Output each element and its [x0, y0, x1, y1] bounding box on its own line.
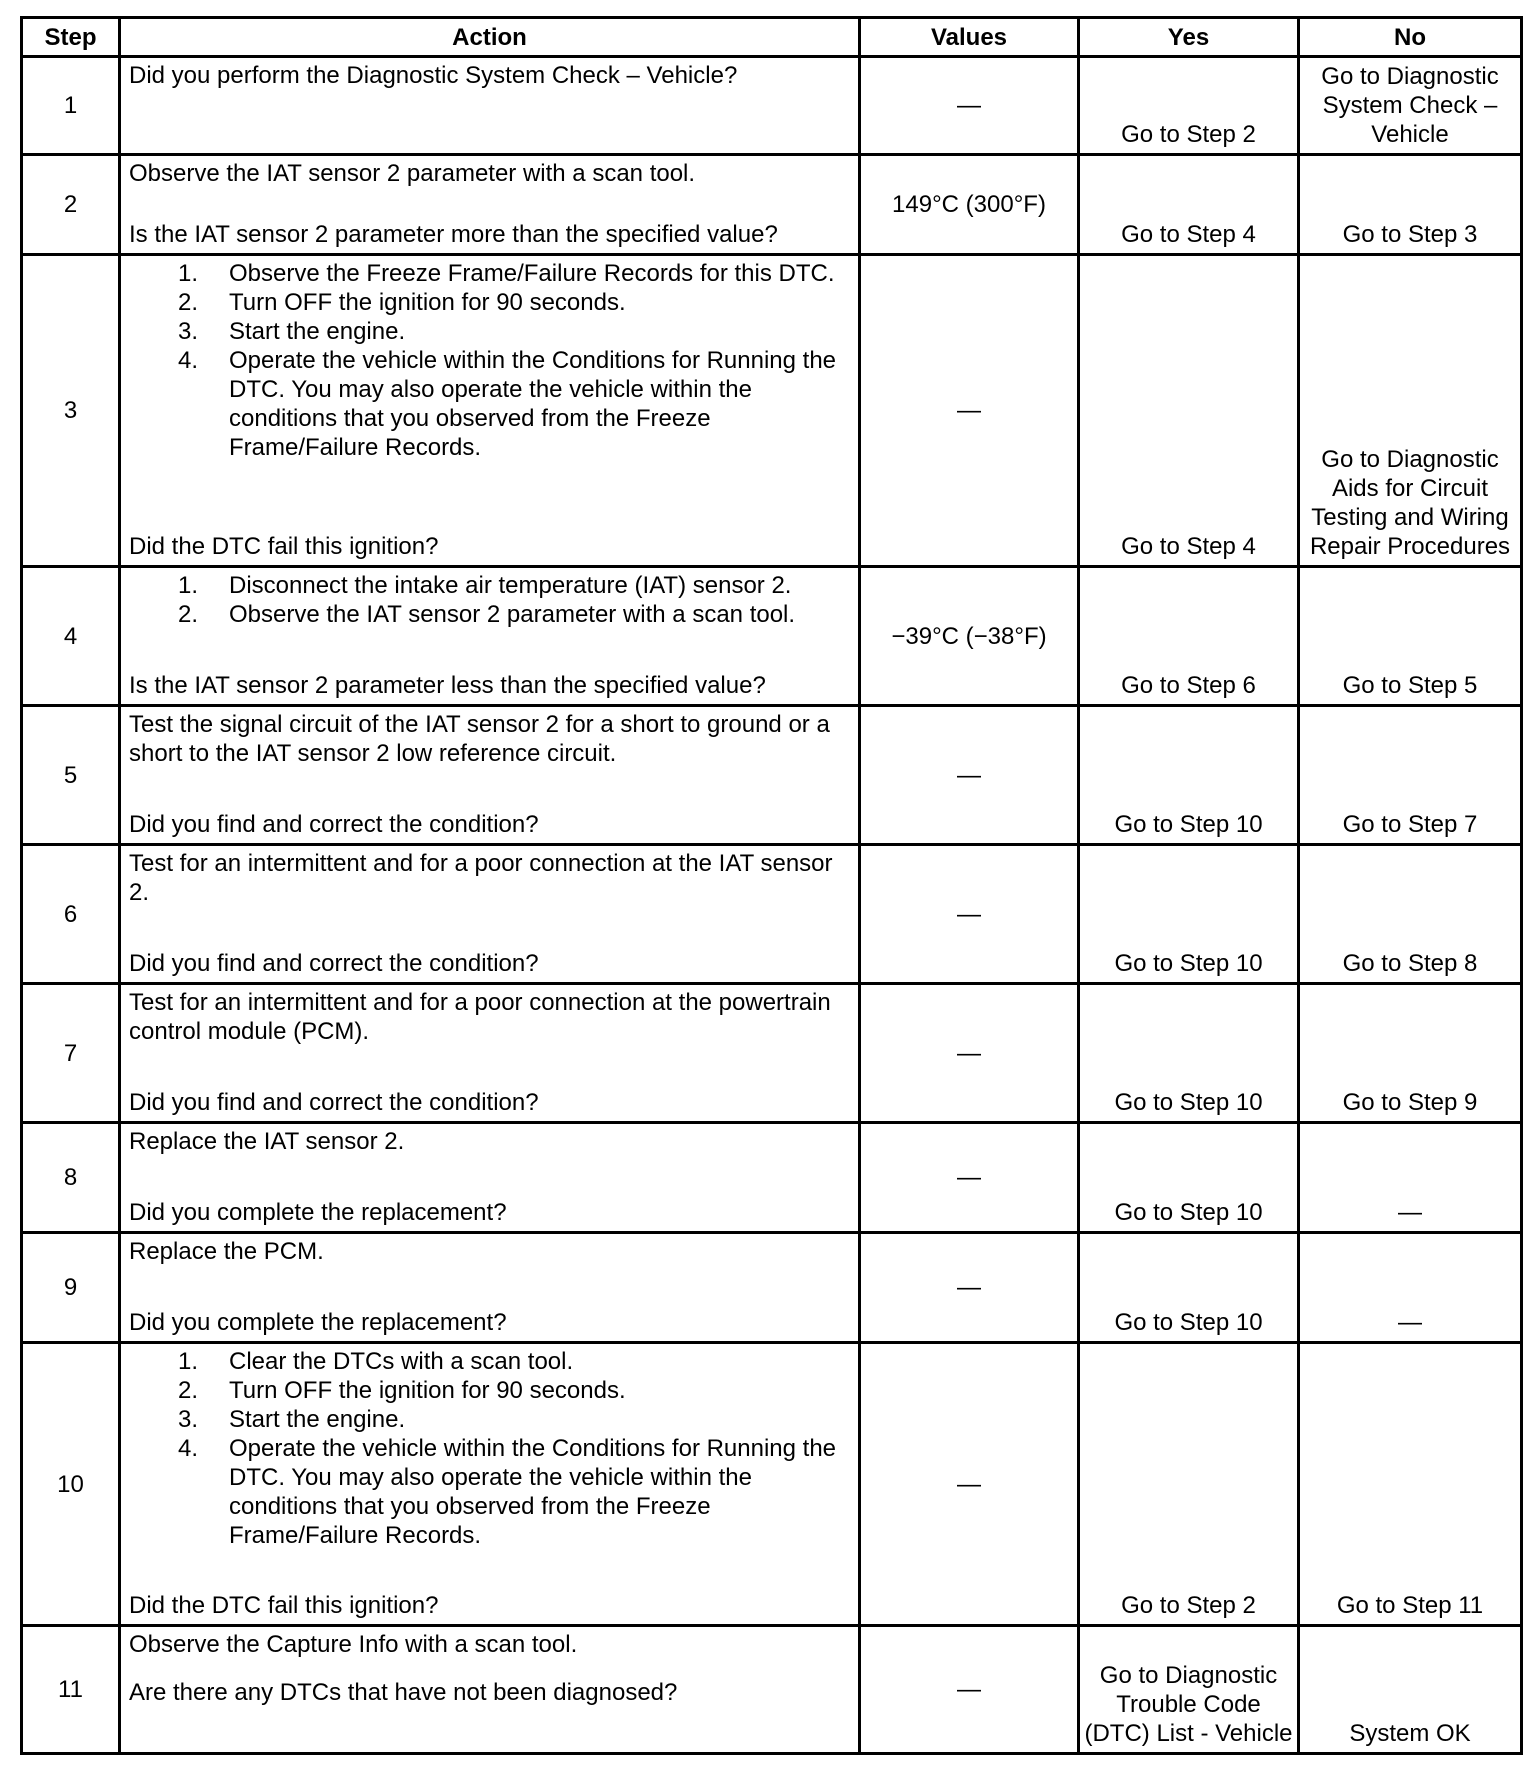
step-number: 4	[22, 567, 120, 706]
yes-cell: Go to Step 2	[1079, 57, 1299, 155]
table-row-step-4	[22, 567, 1522, 706]
list-item: Observe the Freeze Frame/Failure Records for this DTC.	[229, 260, 835, 287]
list-item: Operate the vehicle within the Conditions for Running the DTC. You may also operate the vehicle within the conditions that you observed from the Freeze Frame/Failure Records.	[229, 347, 837, 461]
yes-cell: Go to Diagnostic Trouble Code (DTC) List - Vehicle	[1079, 1626, 1299, 1754]
no-cell: Go to Step 8	[1299, 845, 1522, 984]
value-cell: —	[860, 1626, 1079, 1754]
yes-cell: Go to Step 10	[1079, 1233, 1299, 1343]
header-values: Values	[860, 18, 1079, 57]
step-number: 3	[22, 255, 120, 567]
table-row-step-11	[22, 1626, 1522, 1754]
header-step: Step	[22, 18, 120, 57]
value-cell: —	[860, 1233, 1079, 1343]
no-cell: Go to Diagnostic Aids for Circuit Testing and Wiring Repair Procedures	[1299, 255, 1522, 567]
action-steps-list	[129, 259, 850, 462]
table-row-step-8	[22, 1123, 1522, 1233]
list-item: Clear the DTCs with a scan tool.	[229, 1348, 574, 1375]
no-cell: System OK	[1299, 1626, 1522, 1754]
action-question: Are there any DTCs that have not been diagnosed?	[129, 1679, 678, 1706]
value-cell: —	[860, 255, 1079, 567]
action-text: Did you perform the Diagnostic System Check – Vehicle?	[129, 62, 738, 89]
action-cell	[120, 57, 860, 155]
action-cell	[120, 255, 860, 567]
table-row-step-5	[22, 706, 1522, 845]
header-row	[22, 18, 1522, 57]
step-number: 11	[22, 1626, 120, 1754]
step-number: 2	[22, 155, 120, 255]
step-number: 9	[22, 1233, 120, 1343]
no-cell: —	[1299, 1123, 1522, 1233]
table-row-step-1	[22, 57, 1522, 155]
action-question: Did you complete the replacement?	[129, 1309, 507, 1336]
action-cell	[120, 1343, 860, 1626]
no-cell: Go to Step 11	[1299, 1343, 1522, 1626]
no-cell: Go to Diagnostic System Check – Vehicle	[1299, 57, 1522, 155]
list-item: Disconnect the intake air temperature (IAT) sensor 2.	[229, 572, 792, 599]
action-text: Replace the IAT sensor 2.	[129, 1128, 405, 1155]
header-yes: Yes	[1079, 18, 1299, 57]
action-text: Test for an intermittent and for a poor connection at the IAT sensor 2.	[129, 850, 833, 906]
table-row-step-9	[22, 1233, 1522, 1343]
header-action: Action	[120, 18, 860, 57]
value-cell: —	[860, 1123, 1079, 1233]
step-number: 6	[22, 845, 120, 984]
action-cell	[120, 984, 860, 1123]
yes-cell: Go to Step 4	[1079, 155, 1299, 255]
no-cell: Go to Step 9	[1299, 984, 1522, 1123]
action-text: Test for an intermittent and for a poor connection at the powertrain control module (PCM).	[129, 989, 831, 1045]
action-steps-list	[129, 571, 850, 629]
yes-cell: Go to Step 10	[1079, 706, 1299, 845]
action-question: Is the IAT sensor 2 parameter less than the specified value?	[129, 672, 766, 699]
step-number: 5	[22, 706, 120, 845]
action-question: Did you find and correct the condition?	[129, 811, 539, 838]
value-cell: 149°C (300°F)	[860, 155, 1079, 255]
no-cell: Go to Step 7	[1299, 706, 1522, 845]
action-cell	[120, 706, 860, 845]
step-number: 8	[22, 1123, 120, 1233]
value-cell: —	[860, 1343, 1079, 1626]
value-cell: —	[860, 984, 1079, 1123]
table-row-step-6	[22, 845, 1522, 984]
action-steps-list	[129, 1347, 850, 1550]
list-item: Observe the IAT sensor 2 parameter with a scan tool.	[229, 601, 796, 628]
list-item: Start the engine.	[229, 318, 406, 345]
value-cell: —	[860, 57, 1079, 155]
action-question: Did you find and correct the condition?	[129, 1089, 539, 1116]
yes-cell: Go to Step 2	[1079, 1343, 1299, 1626]
action-question: Is the IAT sensor 2 parameter more than the specified value?	[129, 221, 778, 248]
list-item: Turn OFF the ignition for 90 seconds.	[229, 289, 626, 316]
table-row-step-7	[22, 984, 1522, 1123]
no-cell: Go to Step 3	[1299, 155, 1522, 255]
list-item: Turn OFF the ignition for 90 seconds.	[229, 1377, 626, 1404]
yes-cell: Go to Step 6	[1079, 567, 1299, 706]
table-row-step-10	[22, 1343, 1522, 1626]
step-number: 10	[22, 1343, 120, 1626]
step-number: 1	[22, 57, 120, 155]
no-cell: Go to Step 5	[1299, 567, 1522, 706]
action-text: Observe the IAT sensor 2 parameter with a scan tool.	[129, 160, 696, 187]
action-question: Did you find and correct the condition?	[129, 950, 539, 977]
action-cell	[120, 1123, 860, 1233]
action-cell	[120, 567, 860, 706]
no-cell: —	[1299, 1233, 1522, 1343]
action-question: Did you complete the replacement?	[129, 1199, 507, 1226]
value-cell: −39°C (−38°F)	[860, 567, 1079, 706]
action-text: Test the signal circuit of the IAT sensor 2 for a short to ground or a short to the IAT sensor 2 low reference circuit.	[129, 711, 830, 767]
table-row-step-2	[22, 155, 1522, 255]
action-text: Replace the PCM.	[129, 1238, 324, 1265]
action-question: Did the DTC fail this ignition?	[129, 533, 439, 560]
action-cell	[120, 845, 860, 984]
table-row-step-3	[22, 255, 1522, 567]
action-cell	[120, 1626, 860, 1754]
yes-cell: Go to Step 10	[1079, 984, 1299, 1123]
diagnostic-table	[20, 16, 1523, 1755]
yes-cell: Go to Step 4	[1079, 255, 1299, 567]
action-text: Observe the Capture Info with a scan tool.	[129, 1631, 578, 1658]
list-item: Start the engine.	[229, 1406, 406, 1433]
action-cell	[120, 155, 860, 255]
header-no: No	[1299, 18, 1522, 57]
step-number: 7	[22, 984, 120, 1123]
value-cell: —	[860, 845, 1079, 984]
action-cell	[120, 1233, 860, 1343]
yes-cell: Go to Step 10	[1079, 1123, 1299, 1233]
yes-cell: Go to Step 10	[1079, 845, 1299, 984]
list-item: Operate the vehicle within the Conditions for Running the DTC. You may also operate the vehicle within the conditions that you observed from the Freeze Frame/Failure Records.	[229, 1435, 837, 1549]
value-cell: —	[860, 706, 1079, 845]
action-question: Did the DTC fail this ignition?	[129, 1592, 439, 1619]
